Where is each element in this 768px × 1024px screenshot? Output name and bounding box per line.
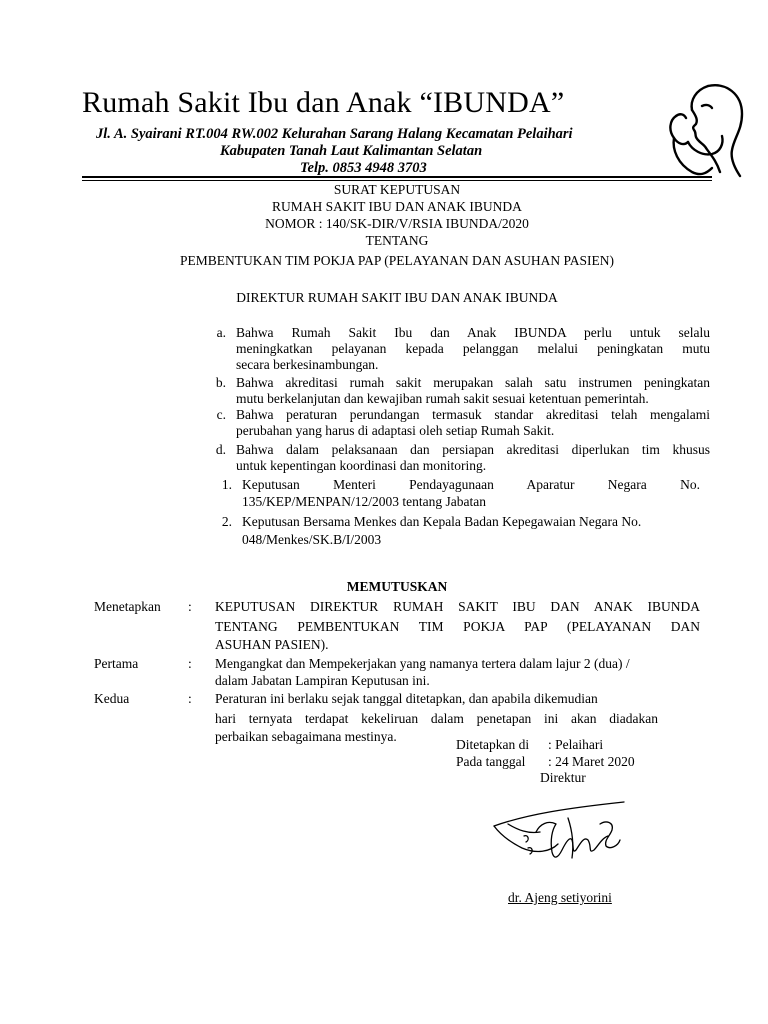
hospital-logo xyxy=(662,80,748,178)
consideration-a-line-1: Bahwa Rumah Sakit Ibu dan Anak IBUNDA perlu untuk selalu xyxy=(236,325,710,340)
consideration-b-line-2: mutu berkelanjutan dan kewajiban rumah sakit sesuai ketentuan pemerintah. xyxy=(236,391,649,406)
hospital-name: Rumah Sakit Ibu dan Anak “IBUNDA” xyxy=(82,86,565,119)
decision-label-kedua: Kedua xyxy=(94,691,130,706)
reference-2-line-1: Keputusan Bersama Menkes dan Kepala Badan Kepegawaian Negara No. xyxy=(242,514,642,529)
decision-colon-pertama: : xyxy=(188,656,192,671)
decision-menetapkan-line-1: KEPUTUSAN DIREKTUR RUMAH SAKIT IBU DAN ANAK IBUNDA xyxy=(215,599,700,614)
consideration-b-line-1: Bahwa akreditasi rumah sakit merupakan salah satu instrumen peningkatan xyxy=(236,375,710,390)
signature xyxy=(488,800,638,880)
signer-name: dr. Ajeng setiyorini xyxy=(508,890,612,905)
reference-marker-2: 2. xyxy=(221,514,232,529)
handwritten-signature-icon xyxy=(488,800,638,880)
title-line-5: PEMBENTUKAN TIM POKJA PAP (PELAYANAN DAN ASUHAN PASIEN) xyxy=(180,253,614,268)
decision-colon-menetapkan: : xyxy=(188,599,192,614)
date-value: : 24 Maret 2020 xyxy=(548,754,635,769)
decision-menetapkan-line-2: TENTANG PEMBENTUKAN TIM POKJA PAP (PELAYANAN DAN xyxy=(215,619,700,634)
mother-child-silhouette-logo-icon xyxy=(662,80,748,178)
consideration-marker-a: a. xyxy=(216,325,226,340)
place-value: : Pelaihari xyxy=(548,737,604,752)
address-line-1: Jl. A. Syairani RT.004 RW.002 Kelurahan Sarang Halang Kecamatan Pelaihari xyxy=(96,126,573,142)
decision-label-pertama: Pertama xyxy=(94,656,139,671)
title-line-4: TENTANG xyxy=(365,233,429,248)
consideration-marker-b: b. xyxy=(215,375,226,390)
title-line-1: SURAT KEPUTUSAN xyxy=(333,182,461,197)
date-label: Pada tanggal xyxy=(456,754,526,769)
decision-pertama-line-2: dalam Jabatan Lampiran Keputusan ini. xyxy=(215,673,430,688)
address-line-2: Kabupaten Tanah Laut Kalimantan Selatan xyxy=(220,143,483,159)
consideration-a-line-2: meningkatkan pelayanan kepada pelanggan melalui peningkatan mutu xyxy=(236,341,710,356)
decision-colon-kedua: : xyxy=(188,691,192,706)
reference-1-line-1: Keputusan Menteri Pendayagunaan Aparatur Negara No. xyxy=(242,477,700,492)
position-title: Direktur xyxy=(540,770,586,785)
decision-label-menetapkan: Menetapkan xyxy=(94,599,161,614)
consideration-d-line-1: Bahwa dalam pelaksanaan dan persiapan akreditasi diperlukan tim khusus xyxy=(236,442,710,457)
title-line-3: NOMOR : 140/SK-DIR/V/RSIA IBUNDA/2020 xyxy=(265,216,529,231)
consideration-a-line-3: secara berkesinambungan. xyxy=(236,357,379,372)
decision-heading: MEMUTUSKAN xyxy=(346,579,448,594)
consideration-c-line-2: perubahan yang harus di adaptasi oleh setiap Rumah Sakit. xyxy=(236,423,555,438)
decision-kedua-line-3: perbaikan sebagaimana mestinya. xyxy=(215,729,397,744)
consideration-d-line-2: untuk kepentingan koordinasi dan monitoring. xyxy=(236,458,487,473)
decision-menetapkan-line-3: ASUHAN PASIEN). xyxy=(215,637,329,652)
phone-number: Telp. 0853 4948 3703 xyxy=(300,160,427,176)
reference-2-line-2: 048/Menkes/SK.B/I/2003 xyxy=(242,532,382,547)
director-heading: DIREKTUR RUMAH SAKIT IBU DAN ANAK IBUNDA xyxy=(236,290,558,305)
consideration-marker-c: c. xyxy=(216,407,226,422)
place-label: Ditetapkan di xyxy=(456,737,530,752)
decision-kedua-line-1: Peraturan ini berlaku sejak tanggal ditetapkan, dan apabila dikemudian xyxy=(215,691,598,706)
reference-1-line-2: 135/KEP/MENPAN/12/2003 tentang Jabatan xyxy=(242,494,486,509)
decision-kedua-line-2: hari ternyata terdapat kekeliruan dalam penetapan ini akan diadakan xyxy=(215,711,658,726)
header-divider xyxy=(82,176,712,178)
consideration-c-line-1: Bahwa peraturan perundangan termasuk standar akreditasi telah mengalami xyxy=(236,407,710,422)
header-divider-thin xyxy=(82,180,712,181)
title-line-2: RUMAH SAKIT IBU DAN ANAK IBUNDA xyxy=(272,199,522,214)
decision-pertama-line-1: Mengangkat dan Mempekerjakan yang namanya tertera dalam lajur 2 (dua) / xyxy=(215,656,630,671)
consideration-marker-d: d. xyxy=(215,442,226,457)
reference-marker-1: 1. xyxy=(221,477,232,492)
